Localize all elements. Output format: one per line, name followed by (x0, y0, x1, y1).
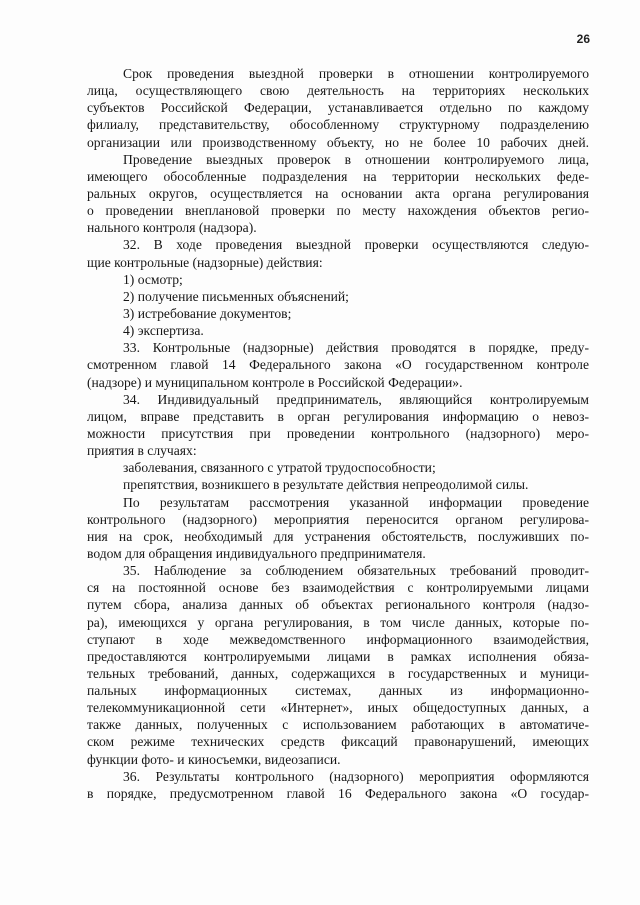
text-line: предоставляются контролируемыми лицами в рамках исполнения обяза- (87, 648, 589, 664)
paragraph-35 (87, 562, 589, 768)
text-line: контрольного (надзорного) мероприятия переносится органом регулирова- (87, 511, 589, 527)
paragraph-36 (87, 768, 589, 802)
text-line: приятия в случаях: (87, 443, 197, 459)
list-item (87, 288, 589, 305)
text-line: ральных округов, осуществляется на основании акта органа регулирования (87, 185, 589, 201)
paragraph-postponement (87, 494, 589, 563)
text-line: 33. Контрольные (надзорные) действия проводятся в порядке, преду- (123, 340, 589, 356)
text-line: Срок проведения выездной проверки в отношении контролируемого (123, 66, 589, 81)
text-line: заболевания, связанного с утратой трудоспособности; (123, 460, 436, 476)
text-line: организации или производственному объекту, но не более 10 рабочих дней. (87, 134, 589, 150)
text-line: телекоммуникационной сети «Интернет», иных общедоступных данных, а (87, 700, 589, 716)
text-line: (надзоре) и муниципальном контроле в Российской Федерации». (87, 374, 463, 390)
paragraph-33 (87, 339, 589, 390)
text-line: 4) экспертиза. (123, 323, 204, 339)
text-line: 36. Результаты контрольного (надзорного) мероприятия оформляются (123, 768, 589, 784)
case-item (87, 459, 589, 476)
text-line: водом для обращения индивидуального предпринимателя. (87, 545, 426, 561)
text-line: 2) получение письменных объяснений; (123, 288, 349, 304)
list-item (87, 271, 589, 288)
text-line: пальных информационных системах, данных из информационно- (87, 683, 589, 699)
case-item (87, 476, 589, 493)
text-line: путем сбора, анализа данных об объектах регионального контроля (надзо- (87, 597, 589, 613)
paragraph-34 (87, 391, 589, 460)
text-line: 34. Индивидуальный предприниматель, являющийся контролируемым (123, 391, 589, 407)
text-line: 1) осмотр; (123, 271, 183, 287)
text-line: лица, осуществляющего свою деятельность на территориях нескольких (87, 83, 589, 99)
text-line: ступают в ходе межведомственного информационного взаимодействия, (87, 631, 589, 647)
text-line: тельных требований, данных, содержащихся в государственных и муници- (87, 665, 589, 681)
text-line: смотренном главой 14 Федерального закона «О государственном контроле (87, 357, 589, 373)
document-body (87, 65, 589, 802)
text-line: ся на постоянной основе без взаимодействия с контролируемыми лицами (87, 580, 589, 596)
list-item (87, 305, 589, 322)
text-line: функции фото- и киносъемки, видеозаписи. (87, 751, 341, 767)
text-line: 3) истребование документов; (123, 305, 292, 321)
paragraph-term-multi-region (87, 65, 589, 151)
text-line: имеющего обособленные подразделения на территории нескольких феде- (87, 168, 589, 184)
text-line: субъектов Российской Федерации, устанавливается отдельно по каждому (87, 100, 589, 116)
text-line: 35. Наблюдение за соблюдением обязательных требований проводит- (123, 563, 589, 579)
text-line: также данных, полученных с использованием работающих в автоматиче- (87, 717, 589, 733)
text-line: о проведении внеплановой проверки по месту нахождения объектов регио- (87, 203, 589, 219)
text-line: лицом, вправе представить в орган регулирования информацию о невоз- (87, 408, 589, 424)
text-line: По результатам рассмотрения указанной информации проведение (123, 494, 589, 510)
text-line: в порядке, предусмотренном главой 16 Федерального закона «О государ- (87, 785, 589, 801)
text-line: 32. В ходе проведения выездной проверки осуществляются следую- (123, 237, 589, 253)
text-line: препятствия, возникшего в результате действия непреодолимой силы. (123, 477, 529, 493)
text-line: нального контроля (надзора). (87, 220, 257, 236)
text-line: ра), имеющихся у органа регулирования, в том числе данных, которые по- (87, 614, 589, 630)
text-line: щие контрольные (надзорные) действия: (87, 254, 323, 270)
paragraph-federal-districts (87, 151, 589, 237)
text-line: ния на срок, необходимый для устранения обстоятельств, послуживших по- (87, 528, 589, 544)
page-number: 26 (576, 32, 590, 46)
list-item (87, 322, 589, 339)
text-line: Проведение выездных проверок в отношении контролируемого лица, (123, 151, 589, 167)
text-line: ском режиме технических средств фиксаций правонарушений, имеющих (87, 734, 589, 750)
text-line: филиалу, представительству, обособленному структурному подразделению (87, 117, 589, 133)
text-line: можности присутствия при проведении контрольного (надзорного) меро- (87, 425, 589, 441)
paragraph-32 (87, 236, 589, 270)
